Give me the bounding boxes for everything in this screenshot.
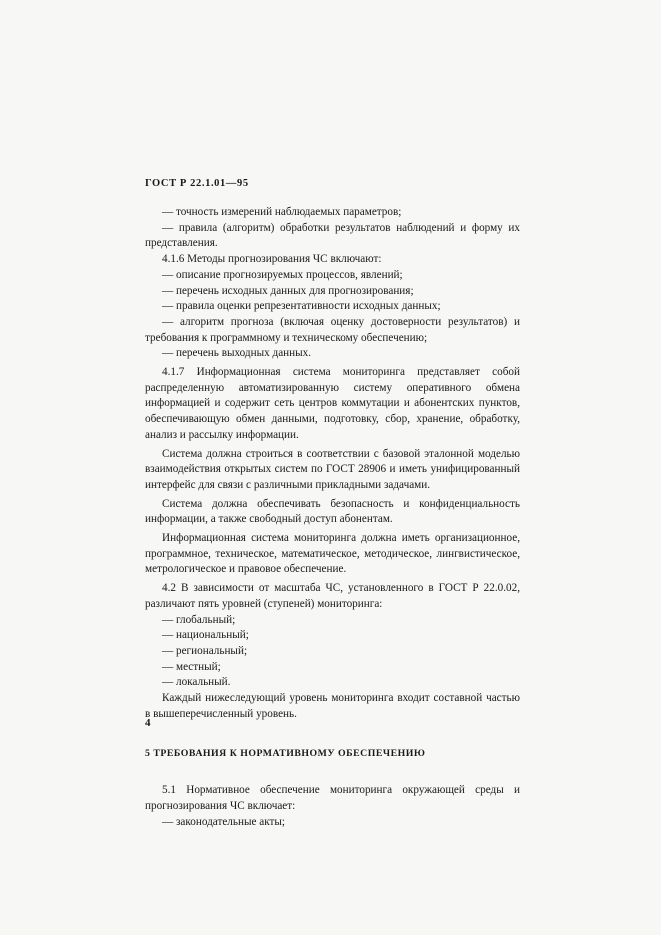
running-header: ГОСТ Р 22.1.01—95 [145,178,249,189]
list-item: — глобальный; [162,613,236,626]
list-item: — локальный. [162,676,231,689]
list-item: — перечень исходных данных для прогнозирования; [162,284,414,297]
list-item: — региональный; [162,644,248,657]
paragraph: Каждый нижеследующий уровень мониторинга входит составной частью в вышеперечисленный уровень. [145,692,520,720]
list-item: — перечень выходных данных. [162,347,312,360]
page-number: 4 [145,717,151,729]
clause-4-1-7: 4.1.7 Информационная система мониторинга представляет собой распределенную автоматизированную систему оперативного обмена информацией и содержит сеть центров коммутации и абонентских пунктов, обеспечивающую обмен данными, подготовку, сбор, хранение, обработку, анализ и рассылку информации. [145,366,520,441]
clause-5-1: 5.1 Нормативное обеспечение мониторинга окружающей среды и прогнозирования ЧС включает: [145,784,520,812]
list-item: — законодательные акты; [162,815,286,828]
list-item: — местный; [162,660,221,673]
paragraph: Система должна обеспечивать безопасность и конфиденциальность информации, а также свободный доступ абонентам. [145,497,520,526]
list-item: — правила оценки репрезентативности исходных данных; [162,300,441,313]
list-item: — описание прогнозируемых процессов, явлений; [162,268,403,281]
paragraph: Система должна строиться в соответствии с базовой эталонной моделью взаимодействия открытых систем по ГОСТ 28906 и иметь унифицированный интерфейс для связи с различными прикладными задачами. [145,447,520,491]
list-item: — национальный; [162,629,249,642]
page-body [145,205,520,830]
paragraph: Информационная система мониторинга должна иметь организационное, программное, техническое, математическое, методическое, лингвистическое, метрологическое и правовое обеспечение. [145,532,520,576]
clause-4-2: 4.2 В зависимости от масштаба ЧС, установленного в ГОСТ Р 22.0.02, различают пять уровней (ступеней) мониторинга: [145,582,520,610]
section-heading: 5 ТРЕБОВАНИЯ К НОРМАТИВНОМУ ОБЕСПЕЧЕНИЮ [145,747,426,759]
list-item: — алгоритм прогноза (включая оценку достоверности результатов) и требования к программному и техническому обеспечению; [145,315,520,344]
clause-4-1-6: 4.1.6 Методы прогнозирования ЧС включают: [162,253,382,266]
list-item: — правила (алгоритм) обработки результатов наблюдений и форму их представления. [145,221,520,250]
list-item: — точность измерений наблюдаемых параметров; [162,206,402,218]
